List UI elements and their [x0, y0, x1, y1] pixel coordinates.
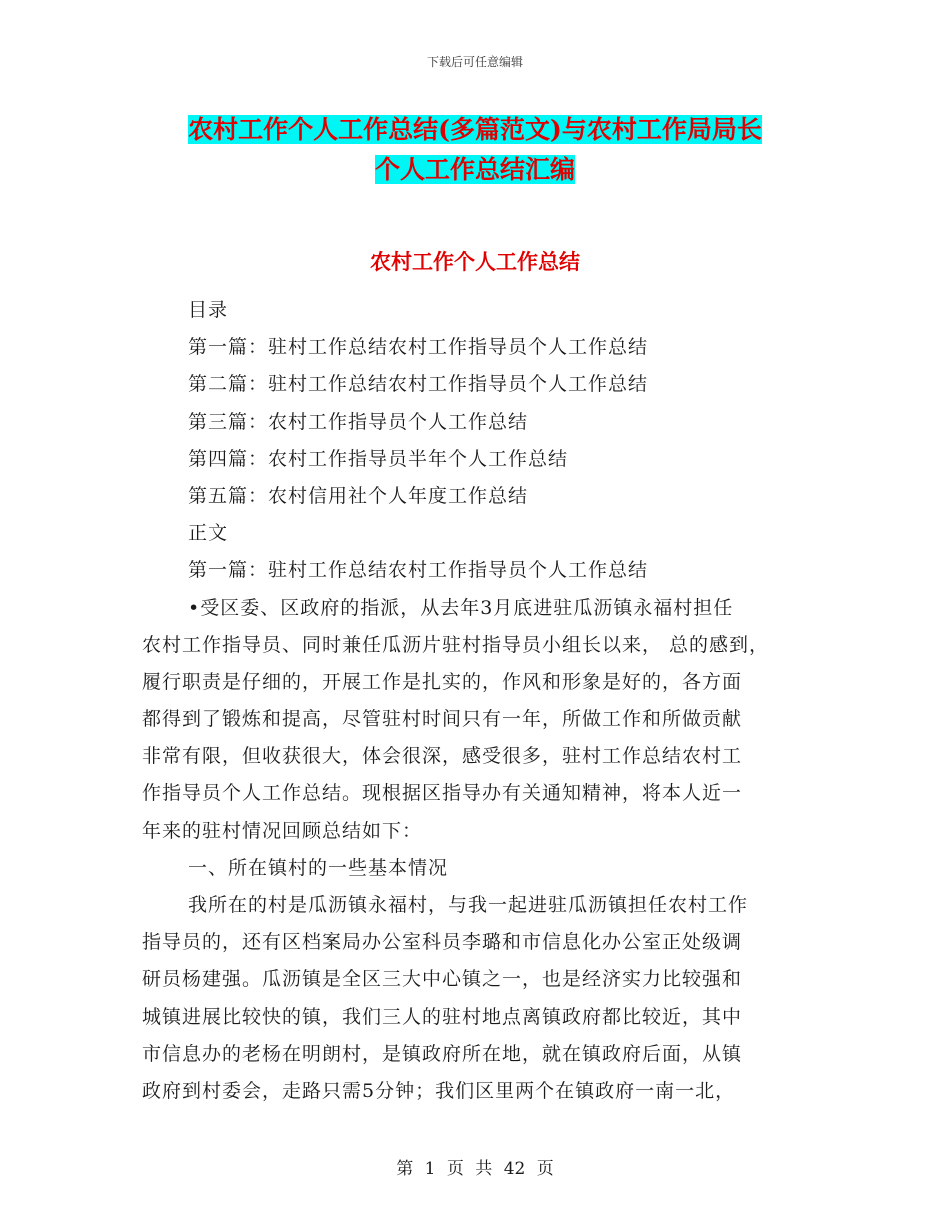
document-body [142, 292, 822, 1110]
paragraph-line: 指导员的，还有区档案局办公室科员李璐和市信息化办公室正处级调 [142, 931, 743, 954]
header-note: 下载后可任意编辑 [426, 55, 523, 69]
paragraph-line: 市信息办的老杨在明朗村，是镇政府所在地，就在镇政府后面，从镇 [142, 1042, 743, 1065]
section-title: 农村工作个人工作总结 [370, 249, 580, 274]
paragraph-line: 研员杨建强。瓜沥镇是全区三大中心镇之一，也是经济实力比较强和 [142, 968, 743, 991]
toc-item: 第三篇：农村工作指导员个人工作总结 [188, 410, 529, 433]
paragraph-line: 非常有限，但收获很大，体会很深，感受很多，驻村工作总结农村工 [142, 745, 743, 768]
paragraph-line: 农村工作指导员、同时兼任瓜沥片驻村指导员小组长以来， 总的感到， [142, 633, 770, 656]
paragraph-line: 年来的驻村情况回顾总结如下： [142, 819, 423, 842]
title-line-1: 农村工作个人工作总结(多篇范文)与农村工作局局长 [188, 115, 762, 144]
paragraph-line: 履行职责是仔细的，开展工作是扎实的，作风和形象是好的，各方面 [142, 670, 743, 693]
toc-item: 第五篇：农村信用社个人年度工作总结 [188, 484, 529, 507]
paragraph-line: 城镇进展比较快的镇，我们三人的驻村地点离镇政府都比较近，其中 [142, 1005, 743, 1028]
toc-item: 第四篇：农村工作指导员半年个人工作总结 [188, 447, 569, 470]
document-title [120, 110, 830, 190]
toc-item: 第一篇：驻村工作总结农村工作指导员个人工作总结 [188, 336, 649, 359]
page-footer: 第 1 页 共 42 页 [396, 1159, 554, 1179]
paragraph-line: •受区委、区政府的指派，从去年3月底进驻瓜沥镇永福村担任 [188, 596, 734, 619]
subheading: 一、所在镇村的一些基本情况 [188, 856, 449, 879]
zhengwen-label: 正文 [188, 522, 229, 545]
toc-heading: 目录 [188, 299, 229, 321]
paragraph-line: 我所在的村是瓜沥镇永福村，与我一起进驻瓜沥镇担任农村工作 [188, 894, 749, 916]
title-line-2: 个人工作总结汇编 [374, 155, 575, 184]
paragraph-line: 都得到了锻炼和提高，尽管驻村时间只有一年，所做工作和所做贡献 [142, 708, 743, 731]
paragraph-line: 作指导员个人工作总结。现根据区指导办有关通知精神，将本人近一 [142, 782, 743, 805]
toc-item: 第二篇：驻村工作总结农村工作指导员个人工作总结 [188, 373, 649, 396]
chapter-heading: 第一篇：驻村工作总结农村工作指导员个人工作总结 [188, 559, 649, 582]
paragraph-line: 政府到村委会，走路只需5分钟；我们区里两个在镇政府一南一北， [142, 1079, 736, 1102]
